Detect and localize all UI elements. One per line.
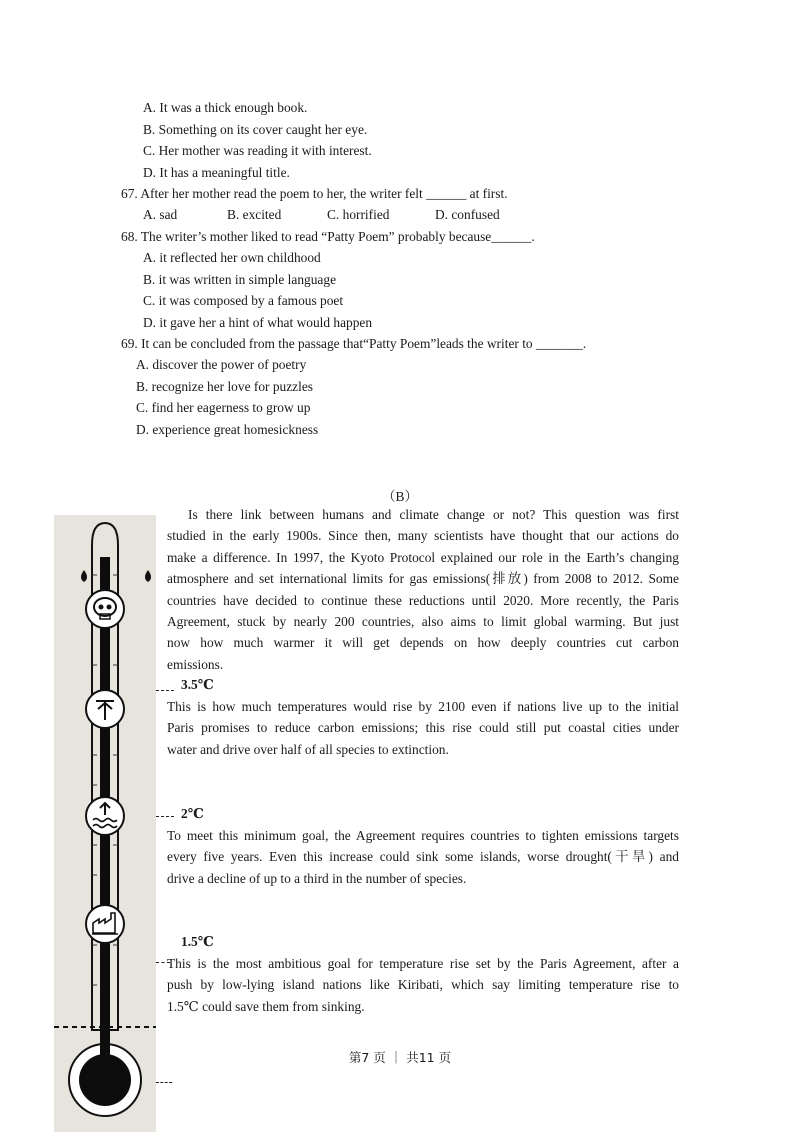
temp-1-5-text [167,953,679,1017]
q68-option-a: A. it reflected her own childhood [143,250,321,265]
intro-line-4: atmosphere and set international limits for gas emissions(排放) from 2008 to 2012. Some [167,571,679,587]
q66-option-a: A. It was a thick enough book. [143,100,308,115]
leader-2 [156,816,174,817]
thermometer-illustration [54,515,156,1132]
temp-3-5-text [167,696,679,760]
q68-option-d: D. it gave her a hint of what would happen [143,315,373,330]
intro-paragraph [167,504,679,675]
q66-option-c: C. Her mother was reading it with interest. [143,143,372,158]
q68-option-b: B. it was written in simple language [143,272,337,287]
t20-line-1: To meet this minimum goal, the Agreement requires countries to tighten emissions targets [167,828,679,843]
leader-3-5 [156,690,174,691]
intro-line-7: now how much warmer it will get depends on how deeply countries cut carbon [167,635,679,651]
rising-water-icon [84,795,126,837]
q66-option-d: D. It has a meaningful title. [143,165,290,180]
t20-line-2: every five years. Even this increase could sink some islands, worse drought(干旱) and [167,849,679,865]
t15-line-3: 1.5℃ could save them from sinking. [167,998,365,1014]
intro-line-5: countries have decided to continue these reductions until 2020. More recently, the Paris [167,592,679,608]
t20-line-3: drive a decline of up to a third in the number of species. [167,870,467,886]
q67-option-a: A. sad [143,207,178,222]
q67-stem: 67. After her mother read the poem to her, the writer felt ______ at first. [121,186,508,201]
q67-option-c: C. horrified [327,207,390,222]
q67-option-b: B. excited [227,207,282,222]
t15-line-1: This is the most ambitious goal for temperature rise set by the Paris Agreement, after a [167,956,679,971]
intro-line-1: Is there link between humans and climate change or not? This question was first [188,507,679,522]
t35-line-1: This is how much temperatures would rise by 2100 even if nations live up to the initial [167,699,679,714]
temp-label-3-5: 3.5℃ [181,677,214,692]
temp-label-2: 2℃ [181,806,204,821]
q66-option-b: B. Something on its cover caught her eye. [143,122,368,137]
skull-icon [84,588,126,630]
q69-option-d: D. experience great homesickness [136,422,319,437]
q68-stem: 68. The writer’s mother liked to read “Patty Poem” probably because______. [121,229,535,244]
section-heading: （B） [382,489,418,504]
factory-icon [84,903,126,945]
q67-option-d: D. confused [435,207,500,222]
q69-stem: 69. It can be concluded from the passage that“Patty Poem”leads the writer to _______. [121,336,587,351]
q68-option-c: C. it was composed by a famous poet [143,293,344,308]
tombstone-icon [84,688,126,730]
temp-label-1-5: 1.5℃ [181,934,214,949]
q69-option-a: A. discover the power of poetry [136,357,307,372]
t35-line-3: water and drive over half of all species to extinction. [167,741,449,757]
q69-option-b: B. recognize her love for puzzles [136,379,313,394]
page-footer: 第7 页 ｜ 共11 页 [348,1050,452,1065]
intro-line-6: Agreement, stuck by nearly 200 countries, also aims to limit global warming. But just [167,613,679,629]
q69-option-c: C. find her eagerness to grow up [136,400,311,415]
t35-line-2: Paris promises to reduce carbon emissions; this rise could still put coastal cities under [167,720,679,736]
intro-line-8: emissions. [167,656,224,672]
t15-line-2: push by low-lying island nations like Kiribati, which say limiting temperature rise to [167,977,679,993]
leader-bulb [156,1082,172,1083]
intro-line-3: make a difference. In 1997, the Kyoto Protocol explained our role in the Earth’s changing [167,549,679,565]
intro-line-2: studied in the early 1900s. Since then, many scientists have thought that our actions do [167,528,679,544]
temp-2-text [167,825,679,889]
